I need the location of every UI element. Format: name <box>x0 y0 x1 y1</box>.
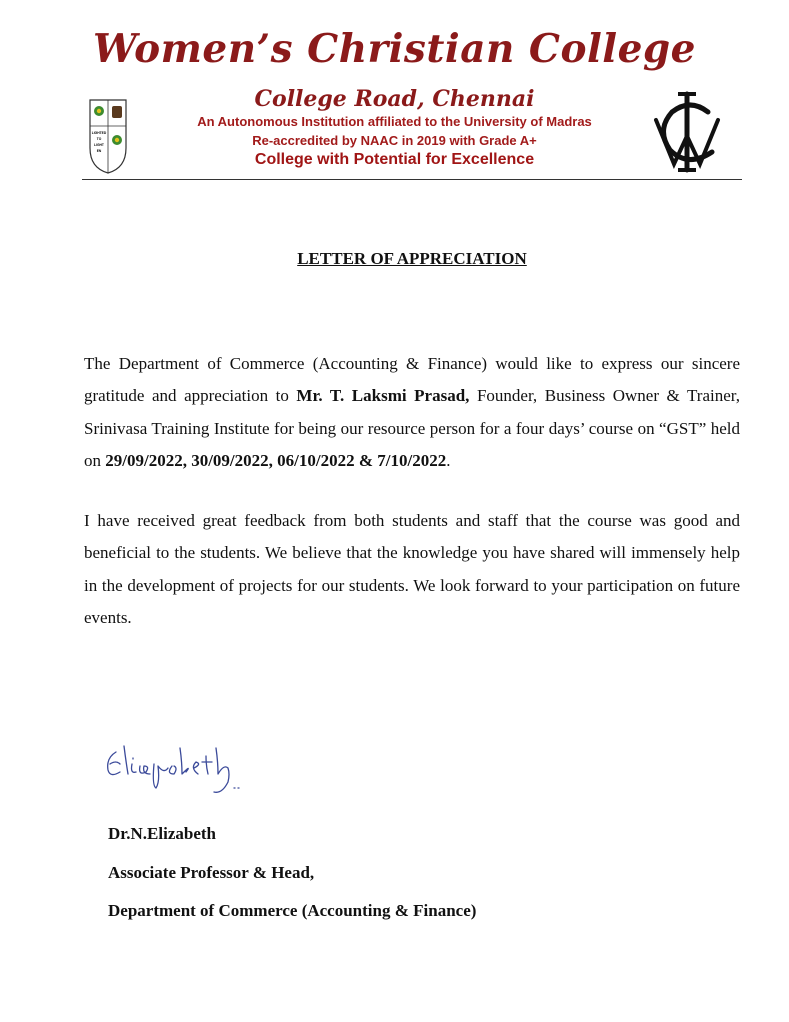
college-monogram-icon <box>650 90 725 174</box>
signatory-name: Dr.N.Elizabeth <box>108 824 216 843</box>
body-paragraph-2: I have received great feedback from both students and staff that the course was good and beneficial to the students. We believe that the knowledge you have shared will immensely help in the development of projects for our students. We look forward to your participation on future events. <box>84 511 740 627</box>
college-name: Women’s Christian College <box>92 26 696 72</box>
signatory-title: Associate Professor & Head, <box>108 863 315 882</box>
letterhead-divider <box>82 179 742 180</box>
letter-title: LETTER OF APPRECIATION <box>297 249 527 268</box>
body-paragraph-1 <box>84 348 740 477</box>
accreditation-line: Re-accredited by NAAC in 2019 with Grade A+ <box>252 133 537 148</box>
college-crest-icon <box>89 98 127 174</box>
recipient-name: Mr. T. Laksmi Prasad, <box>296 386 470 406</box>
svg-text:LIGHT: LIGHT <box>94 143 104 147</box>
signatory-department: Department of Commerce (Accounting & Finance) <box>108 901 477 920</box>
handwritten-signature <box>102 736 268 800</box>
svg-text:EN: EN <box>96 149 102 153</box>
affiliation-line: An Autonomous Institution affiliated to the University of Madras <box>197 114 592 129</box>
college-address: College Road, Chennai <box>254 86 535 112</box>
svg-text:LIGHTED: LIGHTED <box>91 131 107 135</box>
excellence-line: College with Potential for Excellence <box>254 151 535 168</box>
para1-text-2: Founder, Business Owner & Trainer, Srinivasa Training Institute for being our resource person for a four days’ course on “GST” held on <box>84 386 741 470</box>
para1-text-3: . <box>446 450 451 470</box>
para1-text-1: The Department of Commerce (Accounting & Finance) would like to express our sincere gratitude and appreciation to <box>84 354 740 406</box>
course-dates: 29/09/2022, 30/09/2022, 06/10/2022 & 7/10/2022 <box>105 450 447 470</box>
svg-text:TO: TO <box>96 137 102 141</box>
